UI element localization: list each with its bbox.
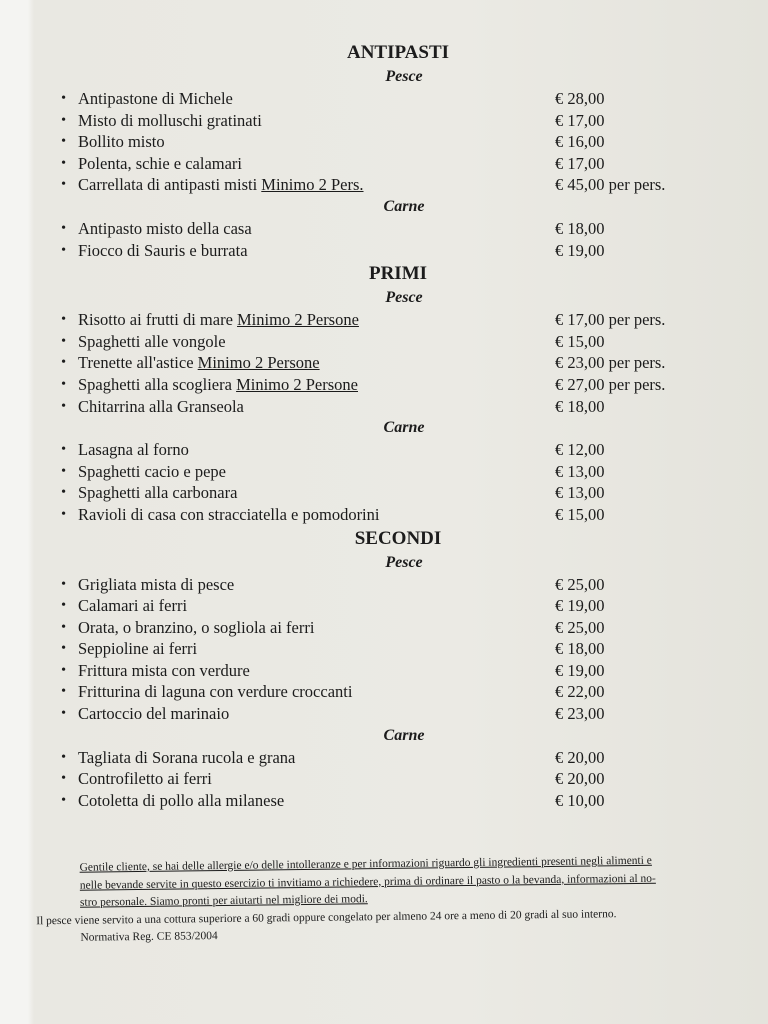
item-price: € 15,00 — [555, 504, 605, 524]
item-name-text: Cotoletta di pollo alla milanese — [78, 790, 285, 810]
item-name — [78, 638, 555, 660]
item-name — [78, 681, 555, 703]
bullet-icon: • — [61, 771, 66, 787]
item-price: € 17,00 — [555, 110, 605, 130]
item-name-text: Misto di molluschi gratinati — [78, 110, 262, 130]
menu-item — [40, 309, 740, 331]
item-name-text: Calamari ai ferri — [78, 596, 188, 616]
bullet-icon: • — [61, 312, 66, 328]
section-title: PRIMI — [368, 263, 428, 285]
group-label: Carne — [383, 726, 425, 744]
item-name-text: Trenette all'astice — [78, 353, 198, 373]
item-name — [78, 482, 555, 504]
menu-item — [40, 218, 740, 240]
item-price: € 19,00 — [555, 660, 605, 680]
item-price: € 13,00 — [555, 461, 605, 481]
bullet-icon: • — [61, 684, 66, 700]
bullet-icon: • — [61, 112, 66, 128]
item-price: € 23,00 per pers. — [555, 353, 666, 373]
item-price: € 15,00 — [555, 331, 605, 351]
item-name-text: Orata, o branzino, o sogliola ai ferri — [78, 617, 315, 637]
bullet-icon: • — [61, 220, 66, 236]
section-title: ANTIPASTI — [346, 42, 450, 63]
item-name-text: Grigliata mista di pesce — [78, 574, 235, 594]
bullet-icon: • — [61, 155, 66, 171]
menu-item — [40, 660, 740, 682]
bullet-icon: • — [61, 442, 66, 458]
item-price: € 16,00 — [555, 132, 605, 152]
bullet-icon: • — [61, 463, 66, 479]
item-name — [78, 88, 555, 110]
menu-item — [40, 374, 740, 396]
item-name-text: Risotto ai frutti di mare — [78, 310, 238, 330]
menu-item — [40, 482, 740, 504]
item-name-text: Spaghetti alla scogliera — [78, 374, 237, 394]
item-name — [78, 153, 555, 175]
item-name — [78, 174, 555, 196]
item-name — [78, 703, 555, 725]
menu-item — [40, 681, 740, 703]
menu-item — [40, 504, 740, 526]
bullet-icon: • — [61, 598, 66, 614]
bullet-icon: • — [61, 485, 66, 501]
menu-section — [40, 526, 740, 812]
group-label: Carne — [383, 197, 425, 215]
item-name-text: Seppioline ai ferri — [78, 639, 198, 659]
item-name — [78, 131, 555, 153]
group-label: Carne — [383, 419, 425, 437]
item-price: € 45,00 per pers. — [555, 175, 666, 195]
menu-section — [40, 40, 740, 261]
item-price: € 17,00 — [555, 153, 605, 173]
item-name — [78, 747, 555, 769]
menu-item — [40, 574, 740, 596]
allergy-notice-line: stro personale. Siamo pronti per aiutarti nel migliore dei modi. — [79, 893, 368, 909]
item-name — [78, 240, 555, 262]
item-price: € 12,00 — [555, 440, 605, 460]
item-price: € 28,00 — [555, 89, 605, 108]
item-name-text: Ravioli di casa con stracciatella e pomodorini — [78, 504, 380, 524]
item-price: € 20,00 — [555, 769, 605, 789]
menu-item — [40, 595, 740, 617]
bullet-icon: • — [61, 177, 66, 193]
item-price: € 25,00 — [555, 617, 605, 637]
menu-item — [40, 439, 740, 461]
footer — [35, 852, 736, 948]
item-name — [78, 439, 555, 461]
allergy-notice-line: nelle bevande servite in questo esercizio ti invitiamo a richiedere, prima di ordinare il pasto o la bevanda, informazioni al no- — [79, 872, 656, 892]
item-price: € 23,00 — [555, 704, 605, 724]
item-minimum-note: Minimo 2 Persone — [197, 353, 320, 373]
item-name-text: Controfiletto ai ferri — [78, 769, 212, 789]
item-name — [78, 574, 555, 596]
bullet-icon: • — [61, 619, 66, 635]
menu-section — [40, 261, 740, 525]
bullet-icon: • — [61, 398, 66, 414]
bullet-icon: • — [61, 792, 66, 808]
group-label: Pesce — [385, 553, 423, 571]
menu-item — [40, 396, 740, 418]
menu-item — [40, 790, 740, 812]
menu-item — [40, 703, 740, 725]
item-name-text: Antipasto misto della casa — [78, 218, 252, 238]
item-price: € 25,00 — [555, 574, 605, 594]
item-name-text: Spaghetti alla carbonara — [78, 483, 238, 503]
item-name — [78, 768, 555, 790]
item-name-text: Spaghetti alle vongole — [78, 331, 226, 351]
item-price: € 19,00 — [555, 596, 605, 616]
menu-page — [40, 40, 740, 811]
item-price: € 22,00 — [555, 682, 605, 702]
menu-item — [40, 768, 740, 790]
item-name-text: Bollito misto — [78, 132, 165, 152]
regulation-note: Normativa Reg. CE 853/2004 — [80, 930, 218, 944]
item-name — [78, 790, 555, 812]
item-name — [78, 617, 555, 639]
item-name-text: Antipastone di Michele — [78, 89, 233, 108]
menu-item — [40, 747, 740, 769]
menu-item — [40, 331, 740, 353]
group-label: Pesce — [385, 68, 423, 85]
bullet-icon: • — [61, 506, 66, 522]
bullet-icon: • — [61, 706, 66, 722]
item-name-text: Polenta, schie e calamari — [78, 153, 243, 173]
bullet-icon: • — [61, 641, 66, 657]
section-title: SECONDI — [354, 527, 442, 549]
bullet-icon: • — [61, 355, 66, 371]
fish-note: Il pesce viene servito a una cottura superiore a 60 gradi oppure congelato per almeno 24 ore a meno di 20 gradi al suo interno. — [36, 907, 617, 927]
item-name-text: Spaghetti cacio e pepe — [78, 461, 226, 481]
item-name-text: Tagliata di Sorana rucola e grana — [78, 747, 296, 767]
menu-item — [40, 88, 740, 110]
item-name — [78, 218, 555, 240]
bullet-icon: • — [61, 91, 66, 106]
item-name — [78, 331, 555, 353]
menu-item — [40, 153, 740, 175]
menu-item — [40, 240, 740, 262]
item-price: € 18,00 — [555, 639, 605, 659]
item-price: € 27,00 per pers. — [555, 374, 666, 394]
item-name — [78, 396, 555, 418]
bullet-icon: • — [61, 242, 66, 258]
item-price: € 10,00 — [555, 790, 605, 810]
item-name — [78, 461, 555, 483]
item-name — [78, 352, 555, 374]
item-name-text: Lasagna al forno — [78, 440, 189, 460]
item-name — [78, 595, 555, 617]
item-price: € 13,00 — [555, 483, 605, 503]
bullet-icon: • — [61, 576, 66, 592]
allergy-notice-line: Gentile cliente, se hai delle allergie e/o delle intolleranze e per informazioni riguardo gli ingredienti presenti negli alimenti e — [79, 854, 652, 874]
item-price: € 17,00 per pers. — [555, 310, 666, 330]
menu-item — [40, 638, 740, 660]
item-name — [78, 309, 555, 331]
bullet-icon: • — [61, 333, 66, 349]
bullet-icon: • — [61, 749, 66, 765]
item-name — [78, 660, 555, 682]
menu-item — [40, 352, 740, 374]
bullet-icon: • — [61, 134, 66, 150]
item-minimum-note: Minimo 2 Persone — [236, 374, 358, 394]
menu-item — [40, 131, 740, 153]
item-name — [78, 504, 555, 526]
item-price: € 19,00 — [555, 240, 605, 260]
item-name — [78, 110, 555, 132]
item-name-text: Frittura mista con verdure — [78, 660, 250, 680]
item-price: € 20,00 — [555, 747, 605, 767]
item-name-text: Fritturina di laguna con verdure croccanti — [78, 682, 353, 702]
menu-item — [40, 461, 740, 483]
item-price: € 18,00 — [555, 396, 605, 416]
item-minimum-note: Minimo 2 Pers. — [261, 175, 364, 195]
menu-item — [40, 110, 740, 132]
group-label: Pesce — [385, 289, 423, 307]
menu-item — [40, 174, 740, 196]
item-name-text: Cartoccio del marinaio — [78, 704, 230, 724]
item-name-text: Carrellata di antipasti misti — [78, 175, 262, 195]
item-name — [78, 374, 555, 396]
item-name-text: Chitarrina alla Granseola — [78, 396, 244, 416]
bullet-icon: • — [61, 662, 66, 678]
item-minimum-note: Minimo 2 Persone — [237, 310, 359, 330]
bullet-icon: • — [61, 376, 66, 392]
item-price: € 18,00 — [555, 218, 605, 238]
menu-item — [40, 617, 740, 639]
item-name-text: Fiocco di Sauris e burrata — [78, 240, 248, 260]
